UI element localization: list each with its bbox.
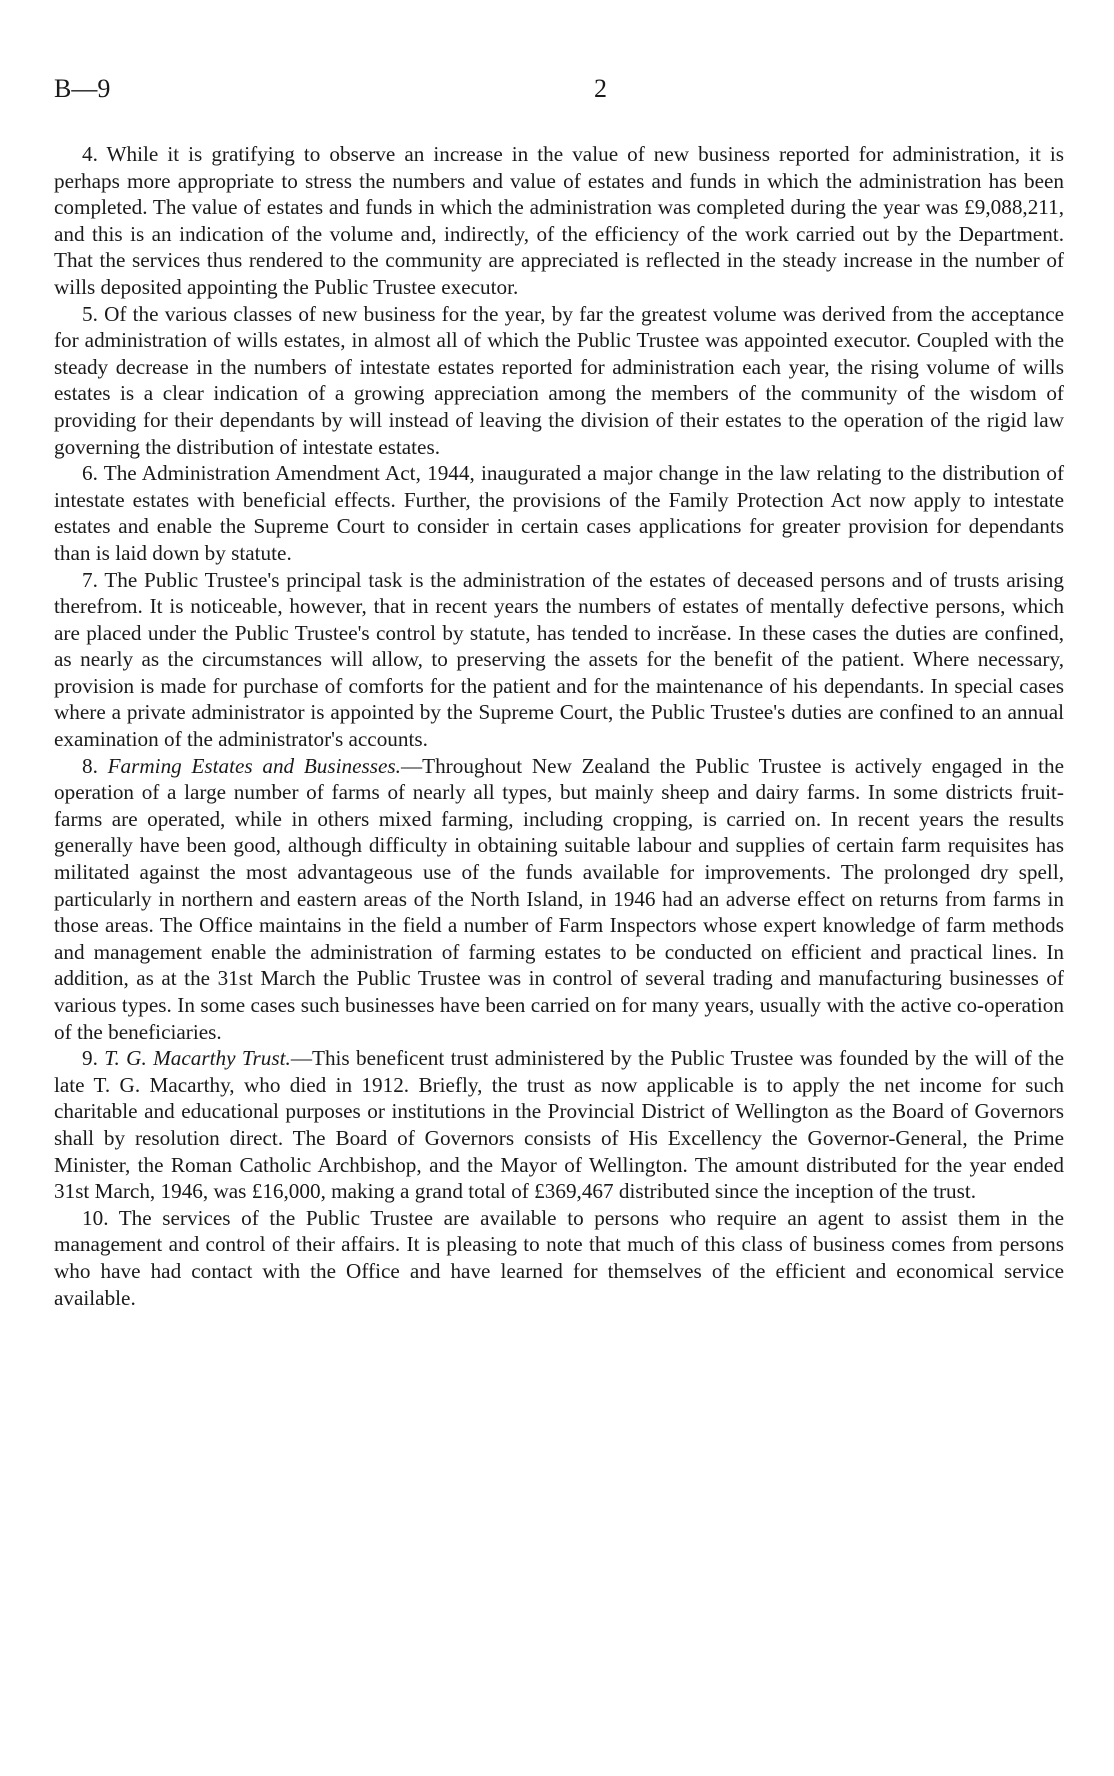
paragraph-number: 9. <box>82 1046 98 1071</box>
paragraph-8 <box>54 753 1064 1046</box>
paragraph-text: The services of the Public Trustee are available to persons who require an agent to assist them in the management and control of their affairs. It is pleasing to note that much of this class of business comes from persons who have had contact with the Office and have learned for themselves of the efficient and economical service available. <box>54 1205 1064 1310</box>
paragraph-number: 7. <box>82 567 98 592</box>
paragraph-heading: T. G. Macarthy Trust. <box>104 1046 291 1071</box>
document-reference: B—9 <box>54 74 111 103</box>
paragraph-text: The Public Trustee's principal task is the administration of the estates of deceased persons and of trusts arising therefrom. It is noticeable, however, that in recent years the numbers of estates of mentally defective persons, which are placed under the Public Trustee's control by statute, has tended to incrĕase. In these cases the duties are confined, as nearly as the circumstances will allow, to preserving the assets for the benefit of the patient. Where necessary, provision is made for purchase of comforts for the patient and for the maintenance of his dependants. In special cases where a private administrator is appointed by the Supreme Court, the Public Trustee's duties are confined to an annual examination of the administrator's accounts. <box>54 567 1064 752</box>
paragraph-7 <box>54 567 1064 753</box>
document-body <box>54 141 1064 1311</box>
paragraph-number: 5. <box>82 301 98 326</box>
paragraph-text: —Throughout New Zealand the Public Trustee is actively engaged in the operation of a large number of farms of nearly all types, but mainly sheep and dairy farms. In some districts fruit-farms are operated, while in others mixed farming, including cropping, is carried on. In recent years the results generally have been good, although difficulty in obtaining suitable labour and supplies of certain farm requisites has militated against the most advantageous use of the funds available for improvements. The prolonged dry spell, particularly in northern and eastern areas of the North Island, in 1946 had an adverse effect on returns from farms in those areas. The Office maintains in the field a number of Farm Inspectors whose expert knowledge of farm methods and management enable the administration of farming estates to be conducted on efficient and practical lines. In addition, as at the 31st March the Public Trustee was in control of several trading and manufacturing businesses of various types. In some cases such businesses have been carried on for many years, usually with the active co-operation of the beneficiaries. <box>54 753 1065 1044</box>
paragraph-number: 8. <box>82 753 98 778</box>
paragraph-text: Of the various classes of new business for the year, by far the greatest volume was derived from the acceptance for administration of wills estates, in almost all of which the Public Trustee was appointed executor. Coupled with the steady decrease in the numbers of intestate estates reported for administration each year, the rising volume of wills estates is a clear indication of a growing appreciation among the members of the community of the wisdom of providing for their dependants by will instead of leaving the division of their estates to the operation of the rigid law governing the distribution of intestate estates. <box>54 301 1065 459</box>
paragraph-number: 10. <box>82 1205 109 1230</box>
paragraph-6 <box>54 460 1064 566</box>
paragraph-text: The Administration Amendment Act, 1944, inaugurated a major change in the law relating to the distribution of intestate estates with beneficial effects. Further, the provisions of the Family Protection Act now apply to intestate estates and enable the Supreme Court to consider in certain cases applications for greater provision for dependants than is laid down by statute. <box>54 461 1064 565</box>
page-number: 2 <box>594 74 607 103</box>
paragraph-text: While it is gratifying to observe an increase in the value of new business reported for administration, it is perhaps more appropriate to stress the numbers and value of estates and funds in which the administration has been completed. The value of estates and funds in which the administration was completed during the year was £9,088,211, and this is an indication of the volume and, indirectly, of the efficiency of the work carried out by the Department. That the services thus rendered to the community are appreciated is reflected in the steady increase in the number of wills deposited appointing the Public Trustee executor. <box>54 142 1064 299</box>
paragraph-heading: Farming Estates and Businesses. <box>107 753 401 778</box>
paragraph-text: —This beneficent trust administered by the Public Trustee was founded by the will of the late T. G. Macarthy, who died in 1912. Briefly, the trust as now applicable is to apply the net income for such charitable and educational purposes or institutions in the Provincial District of Wellington as the Board of Governors shall by resolution direct. The Board of Governors consists of His Excellency the Governor-General, the Prime Minister, the Roman Catholic Archbishop, and the Mayor of Wellington. The amount distributed for the year ended 31st March, 1946, was £16,000, making a grand total of £369,467 distributed since the inception of the trust. <box>54 1046 1064 1204</box>
paragraph-4 <box>54 141 1064 301</box>
paragraph-number: 4. <box>82 142 98 166</box>
page-header <box>54 74 1064 114</box>
paragraph-10 <box>54 1205 1064 1311</box>
paragraph-9 <box>54 1045 1064 1205</box>
paragraph-5 <box>54 301 1064 461</box>
paragraph-number: 6. <box>82 461 98 486</box>
